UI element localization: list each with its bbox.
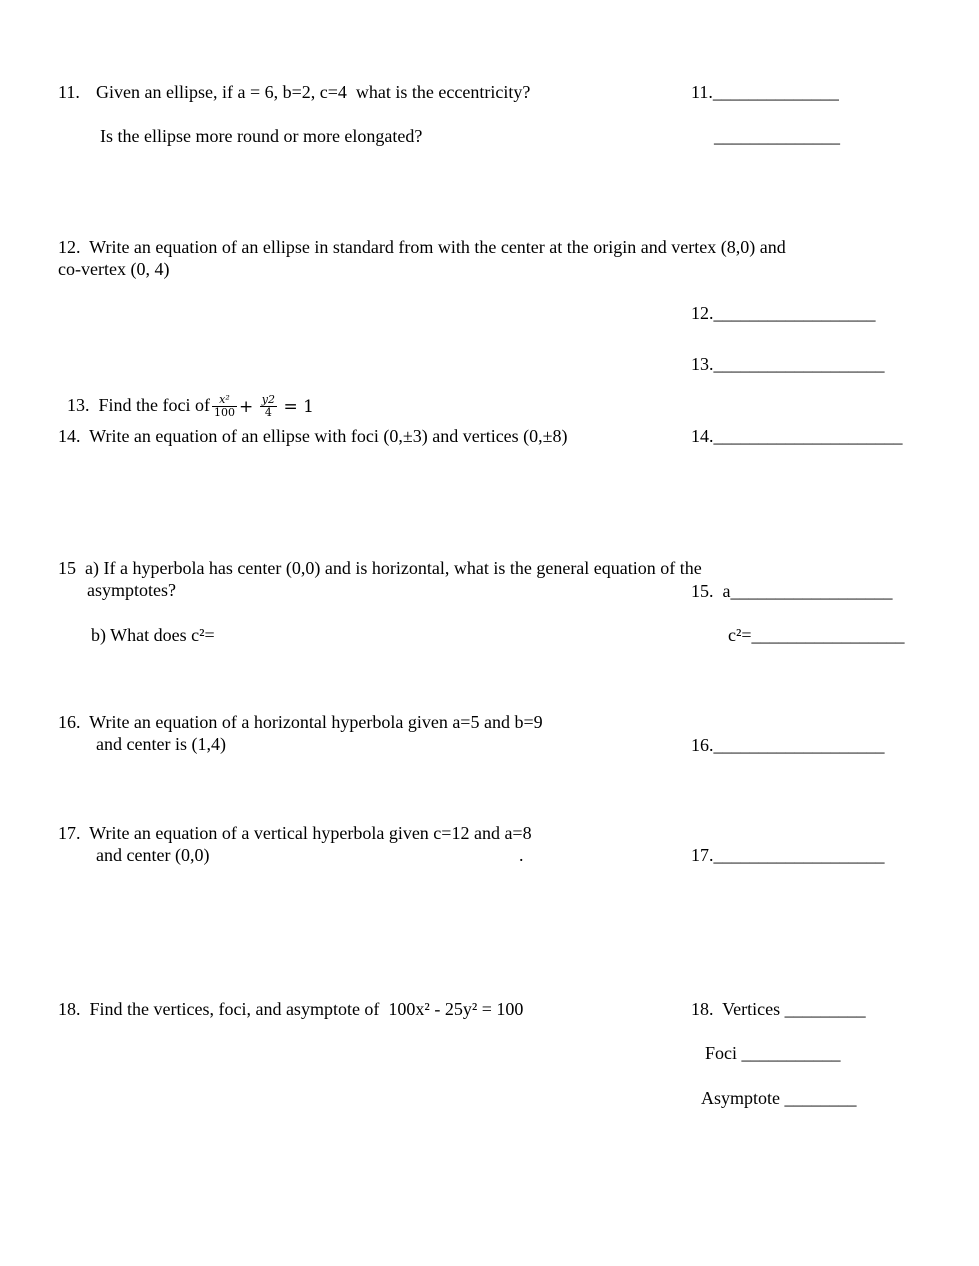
q15-line1: 15 a) If a hyperbola has center (0,0) and is horizontal, what is the general equation of the bbox=[58, 558, 702, 578]
q16-answer-line[interactable]: 16.___________________ bbox=[691, 735, 885, 755]
q12-line1: 12. Write an equation of an ellipse in standard from with the center at the origin and vertex (8,0) and bbox=[58, 237, 786, 257]
q16-line1: 16. Write an equation of a horizontal hyperbola given a=5 and b=9 bbox=[58, 712, 543, 732]
q17-line2: and center (0,0) bbox=[96, 845, 210, 865]
q17-stray-dot: . bbox=[519, 845, 524, 865]
q13-frac2-den: 4 bbox=[264, 406, 272, 420]
q13-fraction-y bbox=[260, 394, 277, 419]
q13-frac2-num: y2 bbox=[261, 393, 275, 407]
q13-plus: + bbox=[238, 396, 254, 417]
q12-answer-line[interactable]: 12.__________________ bbox=[691, 303, 876, 323]
q15-line2: asymptotes? bbox=[87, 580, 176, 600]
q17-answer-line[interactable]: 17.___________________ bbox=[691, 845, 885, 865]
q13-prefix: 13. Find the foci of bbox=[67, 395, 210, 415]
q17-line1: 17. Write an equation of a vertical hyperbola given c=12 and a=8 bbox=[58, 823, 532, 843]
q13-equals: = 1 bbox=[283, 396, 314, 417]
q13-question bbox=[58, 342, 314, 428]
q13-answer-line[interactable]: 13.___________________ bbox=[691, 354, 885, 374]
q11-subtext: Is the ellipse more round or more elongated? bbox=[100, 126, 423, 146]
q15-answer-b-line[interactable]: c²=_________________ bbox=[728, 625, 905, 645]
q13-frac1-den: 100 bbox=[213, 406, 235, 420]
q16-line2: and center is (1,4) bbox=[96, 734, 226, 754]
q14-answer-line[interactable]: 14._____________________ bbox=[691, 426, 903, 446]
q13-fraction-x bbox=[212, 394, 237, 419]
q11-answer-line[interactable]: 11.______________ bbox=[691, 82, 839, 102]
q18-text: 18. Find the vertices, foci, and asymptote of 100x² - 25y² = 100 bbox=[58, 999, 524, 1019]
q11-number: 11. bbox=[58, 82, 80, 102]
q14-text: 14. Write an equation of an ellipse with foci (0,±3) and vertices (0,±8) bbox=[58, 426, 568, 446]
q15-part-b: b) What does c²= bbox=[91, 625, 215, 645]
q18-foci-answer[interactable]: Foci ___________ bbox=[705, 1043, 841, 1063]
q11-text: Given an ellipse, if a = 6, b=2, c=4 what is the eccentricity? bbox=[96, 82, 531, 102]
q15-answer-a-line[interactable]: 15. a__________________ bbox=[691, 581, 893, 601]
q18-vertices-answer[interactable]: 18. Vertices _________ bbox=[691, 999, 866, 1019]
q11-answer-line-2[interactable]: ______________ bbox=[714, 126, 840, 146]
q18-asymptote-answer[interactable]: Asymptote ________ bbox=[701, 1088, 857, 1108]
q13-frac1-num: x² bbox=[212, 394, 237, 407]
q12-line2: co-vertex (0, 4) bbox=[58, 259, 170, 279]
